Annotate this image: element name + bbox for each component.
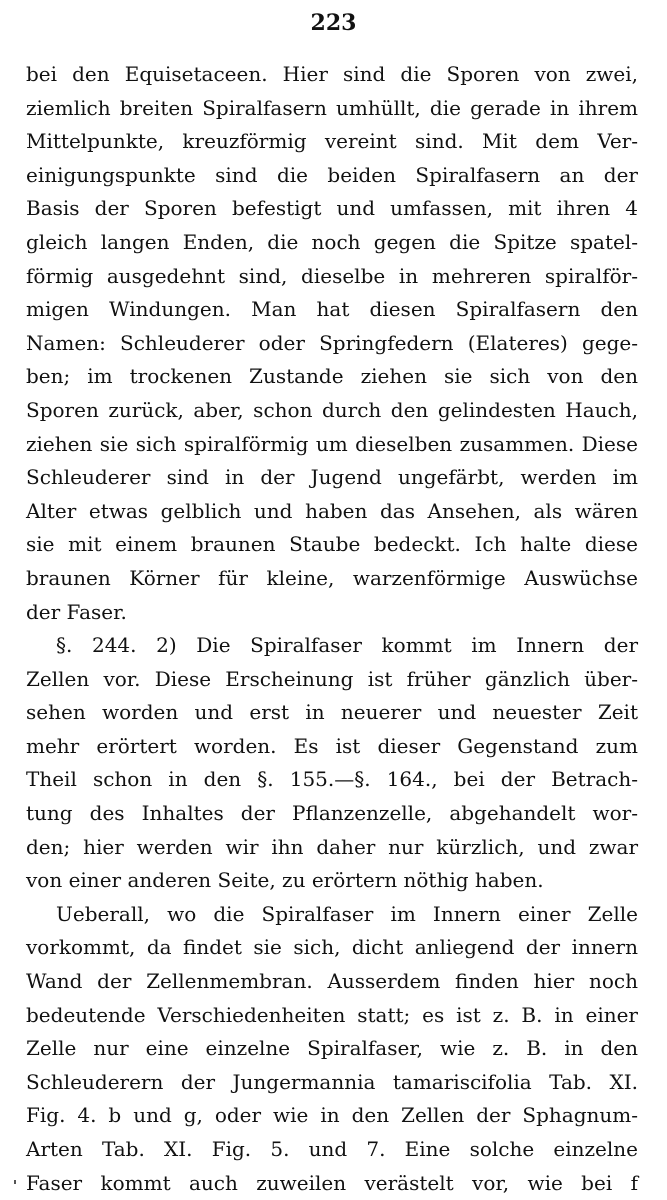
text-line: ben; im trockenen Zustande ziehen sie sich von den [26,364,638,389]
text-line: braunen Körner für kleine, warzenförmige Auswüchse [26,565,638,590]
page-number: 223 [310,10,357,36]
paragraph-1 [26,58,638,629]
text-line: förmig ausgedehnt sind, dieselbe in mehreren spiralför- [26,263,638,288]
text-line: Mittelpunkte, kreuzförmig vereint sind. Mit dem Ver- [26,129,638,154]
text-line: Namen: Schleuderer oder Springfedern (Elateres) gege- [26,330,638,355]
text-line: ziehen sie sich spiralförmig um dieselben zusammen. Diese [26,431,638,456]
text-line: Fig. 4. b und g, oder wie in den Zellen der Sphagnum- [26,1103,638,1128]
text-line: ziemlich breiten Spiralfasern umhüllt, die gerade in ihrem [26,95,638,120]
text-line: von einer anderen Seite, zu erörtern nöthig haben. [26,868,544,893]
paragraph-3 [26,898,638,1200]
text-line: tung des Inhaltes der Pflanzenzelle, abgehandelt wor- [26,801,638,826]
text-line: Arten Tab. XI. Fig. 5. und 7. Eine solche einzelne [26,1137,638,1161]
text-line: sehen worden und erst in neuerer und neuester Zeit [26,700,638,725]
text-line: den; hier werden wir ihn daher nur kürzlich, und zwar [26,834,638,859]
text-line: Zelle nur eine einzelne Spiralfaser, wie z. B. in den [26,1036,638,1061]
body-text [26,58,638,1200]
text-line: migen Windungen. Man hat diesen Spiralfasern den [26,297,638,322]
text-line: sie mit einem braunen Staube bedeckt. Ich halte diese [26,532,638,557]
text-line: bei den Equisetaceen. Hier sind die Sporen von zwei, [26,62,638,86]
text-line: der Faser. [26,599,127,624]
text-line: Wand der Zellenmembran. Ausserdem finden hier noch [26,969,638,994]
text-line: §. 244. 2) Die Spiralfaser kommt im Innern der [56,633,638,658]
text-line: Basis der Sporen befestigt und umfassen, mit ihren 4 [26,196,638,221]
text-line: mehr erörtert worden. Es ist dieser Gegenstand zum [26,733,638,758]
text-line: Schleuderer sind in der Jugend ungefärbt, werden im [26,465,638,490]
text-line: einigungspunkte sind die beiden Spiralfasern an der [26,162,638,187]
text-line: Ueberall, wo die Spiralfaser im Innern einer Zelle [56,901,638,926]
text-line: bedeutende Verschiedenheiten statt; es ist z. B. in einer [26,1002,638,1027]
text-line: Faser kommt auch zuweilen verästelt vor, wie bei f [26,1170,638,1195]
text-line: vorkommt, da findet sie sich, dicht anliegend der innern [26,935,638,960]
text-line: Alter etwas gelblich und haben das Ansehen, als wären [26,498,638,523]
text-line: gleich langen Enden, die noch gegen die Spitze spatel- [26,229,638,254]
text-line: Sporen zurück, aber, schon durch den gelindesten Hauch, [26,397,638,422]
text-line: Theil schon in den §. 155.—§. 164., bei der Betrach- [26,767,638,792]
text-line: Schleuderern der Jungermannia tamariscifolia Tab. XI. [26,1069,638,1094]
print-speck [14,1180,16,1184]
text-line: Zellen vor. Diese Erscheinung ist früher gänzlich über- [26,666,638,691]
paragraph-2 [26,629,638,898]
